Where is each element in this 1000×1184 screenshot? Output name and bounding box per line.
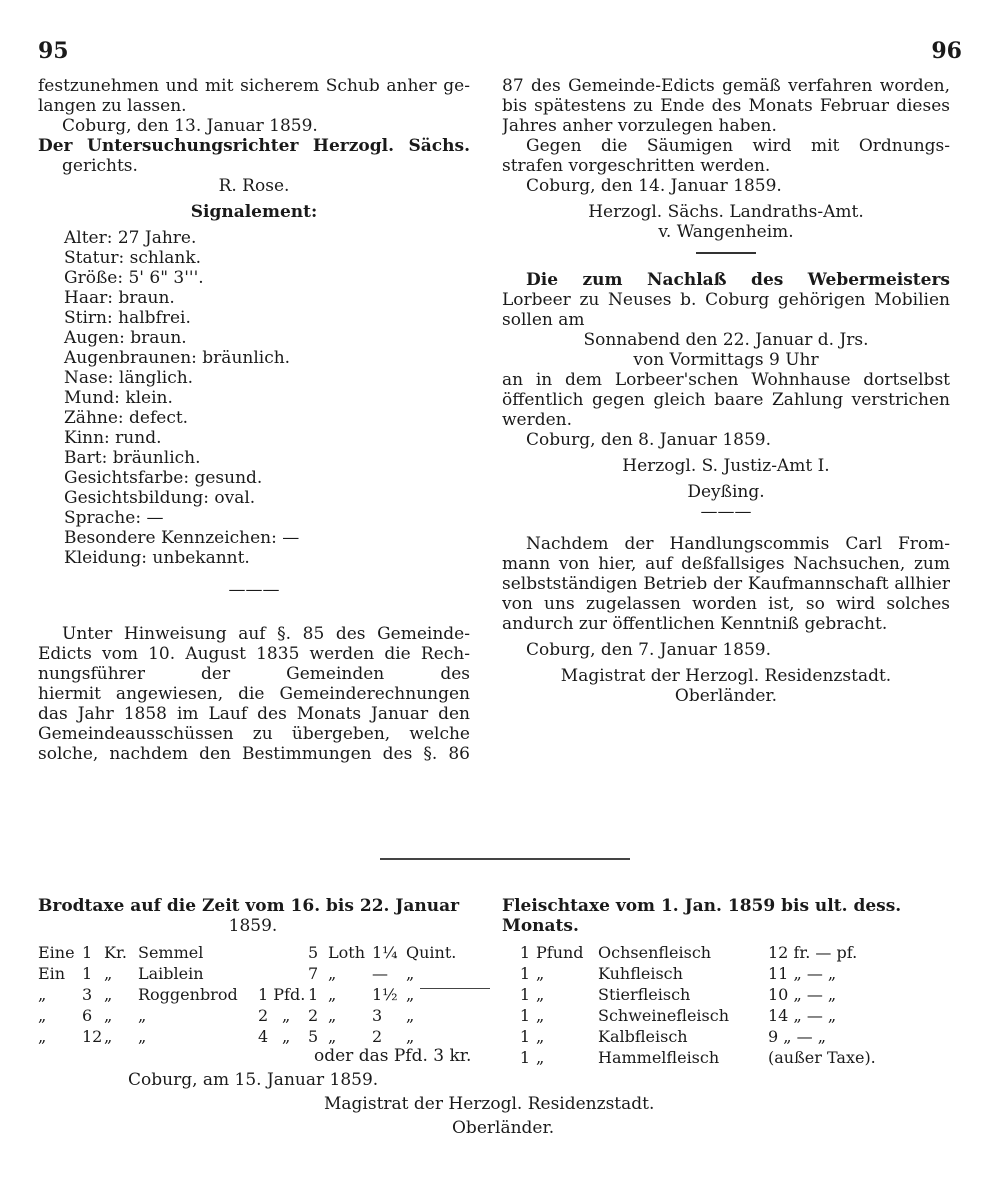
auction-text-line: Lorbeer zu Neuses b. Coburg gehörigen Mobilien <box>502 290 950 310</box>
table-row: 1 „ Stierfleisch 10 „ — „ <box>519 985 837 1004</box>
warrant-authority-line: gerichts. <box>62 156 138 176</box>
commerce-text-line: andurch zur öffentlichen Kenntniß gebracht. <box>502 614 888 634</box>
warrant-text-line: festzunehmen und mit sicherem Schub anher ge- <box>38 76 470 96</box>
notice-signer: v. Wangenheim. <box>658 222 794 242</box>
signalement-item: Gesichtsbildung: oval. <box>64 488 256 508</box>
notice-cont-line: strafen vorgeschritten werden. <box>502 156 771 176</box>
auction-time-line: von Vormittags 9 Uhr <box>633 350 819 370</box>
signalement-item: Nase: länglich. <box>64 368 194 388</box>
auction-text-line: sollen am <box>502 310 585 330</box>
signalement-item: Statur: schlank. <box>64 248 202 268</box>
commerce-text-line: mann von hier, auf deßfallsiges Nachsuchen, zum <box>502 554 950 574</box>
bread-table-authority: Magistrat der Herzogl. Residenzstadt. <box>324 1094 655 1114</box>
warrant-date: Coburg, den 13. Januar 1859. <box>62 116 318 136</box>
commerce-text-line: Nachdem der Handlungscommis Carl From- <box>526 534 950 554</box>
signalement-item: Kinn: rund. <box>64 428 162 448</box>
table-row: „ 3 „ Roggenbrod 1 Pfd. 1 „ 1½ „ <box>38 985 415 1004</box>
signalement-item: Alter: 27 Jahre. <box>64 228 197 248</box>
page-number-right: 96 <box>931 38 962 64</box>
auction-text-line: Die zum Nachlaß des Webermeisters <box>526 270 950 290</box>
warrant-authority-line: Der Untersuchungsrichter Herzogl. Sächs. <box>38 136 470 156</box>
signalement-item: Augen: braun. <box>64 328 187 348</box>
signalement-item: Sprache: — <box>64 508 164 528</box>
signalement-item: Zähne: defect. <box>64 408 189 428</box>
bread-price-table <box>38 896 468 1047</box>
signalement-item: Größe: 5' 6" 3'''. <box>64 268 204 288</box>
table-row: 1 „ Kalbfleisch 9 „ — „ <box>519 1027 827 1046</box>
signalement-item: Besondere Kennzeichen: — <box>64 528 300 548</box>
commerce-text-line: selbstständigen Betrieb der Kaufmannschaft allhier <box>502 574 950 594</box>
right-column <box>502 76 950 706</box>
auction-text-line: werden. <box>502 410 573 430</box>
table-row: 1 „ Hammelfleisch (außer Taxe). <box>519 1048 876 1067</box>
notice-cont-line: Jahres anher vorzulegen haben. <box>502 116 777 136</box>
notice-text-line: hiermit angewiesen, die Gemeinderechnungen <box>38 684 470 704</box>
auction-signer: Deyßing. <box>687 482 765 502</box>
notice-text-line: Gemeindeausschüssen zu übergeben, welche <box>38 724 470 744</box>
commerce-authority: Magistrat der Herzogl. Residenzstadt. <box>560 666 892 686</box>
notice-cont-line: 87 des Gemeinde-Edicts gemäß verfahren worden, <box>502 76 950 96</box>
bread-table-signer: Oberländer. <box>452 1118 555 1138</box>
table-row: „ 12 „ „ 4 „ 5 „ 2 „ <box>38 1027 415 1046</box>
commerce-date: Coburg, den 7. Januar 1859. <box>526 640 771 660</box>
bread-table-year: 1859. <box>228 916 278 936</box>
signalement-item: Mund: klein. <box>64 388 173 408</box>
auction-text-line: öffentlich gegen gleich baare Zahlung verstrichen <box>502 390 950 410</box>
section-divider <box>380 858 630 860</box>
signalement-item: Haar: braun. <box>64 288 175 308</box>
page-number-left: 95 <box>38 38 69 64</box>
notice-text-line: nungsführer der Gemeinden des <box>38 664 470 684</box>
table-row: Eine 1 Kr. Semmel 5 Loth 1¼ Quint. <box>38 943 457 962</box>
signalement-item: Gesichtsfarbe: gesund. <box>64 468 263 488</box>
separator-rule <box>696 252 756 254</box>
warrant-signer: R. Rose. <box>218 176 290 196</box>
table-row: „ 6 „ „ 2 „ 2 „ 3 „ <box>38 1006 415 1025</box>
notice-cont-line: Gegen die Säumigen wird mit Ordnungs- <box>526 136 950 156</box>
commerce-signer: Oberländer. <box>674 686 778 706</box>
signalement-title: Signalement: <box>190 202 318 222</box>
section-separator: ——— <box>700 502 752 522</box>
auction-text-line: an in dem Lorbeer'schen Wohnhause dortselbst <box>502 370 950 390</box>
notice-text-line: das Jahr 1858 im Lauf des Monats Januar den <box>38 704 470 724</box>
notice-text-line: Unter Hinweisung auf §. 85 des Gemeinde- <box>62 624 470 644</box>
notice-cont-line: bis spätestens zu Ende des Monats Februar dieses <box>502 96 950 116</box>
table-row: 1 „ Schweinefleisch 14 „ — „ <box>519 1006 837 1025</box>
table-divider <box>420 988 490 989</box>
notice-text-line: solche, nachdem den Bestimmungen des §. 86 <box>38 744 470 764</box>
signalement-item: Stirn: halbfrei. <box>64 308 191 328</box>
signalement-item: Kleidung: unbekannt. <box>64 548 250 568</box>
bread-table-date: Coburg, am 15. Januar 1859. <box>128 1070 379 1090</box>
meat-table-title: Fleischtaxe vom 1. Jan. 1859 bis ult. dess. Monats. <box>502 896 902 936</box>
notice-text-line: Edicts vom 10. August 1835 werden die Rech- <box>38 644 470 664</box>
warrant-text-line: langen zu lassen. <box>38 96 187 116</box>
meat-price-table <box>502 896 950 1068</box>
table-row: 1 „ Kuhfleisch 11 „ — „ <box>519 964 837 983</box>
signalement-item: Augenbraunen: bräunlich. <box>64 348 291 368</box>
signalement-item: Bart: bräunlich. <box>64 448 201 468</box>
table-row: 1 Pfund Ochsenfleisch 12 fr. — pf. <box>519 943 858 962</box>
notice-authority: Herzogl. Sächs. Landraths-Amt. <box>588 202 864 222</box>
auction-date: Coburg, den 8. Januar 1859. <box>526 430 771 450</box>
notice-date: Coburg, den 14. Januar 1859. <box>526 176 782 196</box>
commerce-text-line: von uns zugelassen worden ist, so wird solches <box>502 594 950 614</box>
left-column <box>38 76 470 764</box>
auction-authority: Herzogl. S. Justiz-Amt I. <box>622 456 830 476</box>
table-row: Ein 1 „ Laiblein 7 „ — „ <box>38 964 415 983</box>
auction-date-line: Sonnabend den 22. Januar d. Jrs. <box>583 330 869 350</box>
bread-table-footnote: oder das Pfd. 3 kr. <box>314 1046 472 1066</box>
section-separator: ——— <box>228 580 280 600</box>
bread-table-title: Brodtaxe auf die Zeit vom 16. bis 22. Januar <box>38 896 460 916</box>
